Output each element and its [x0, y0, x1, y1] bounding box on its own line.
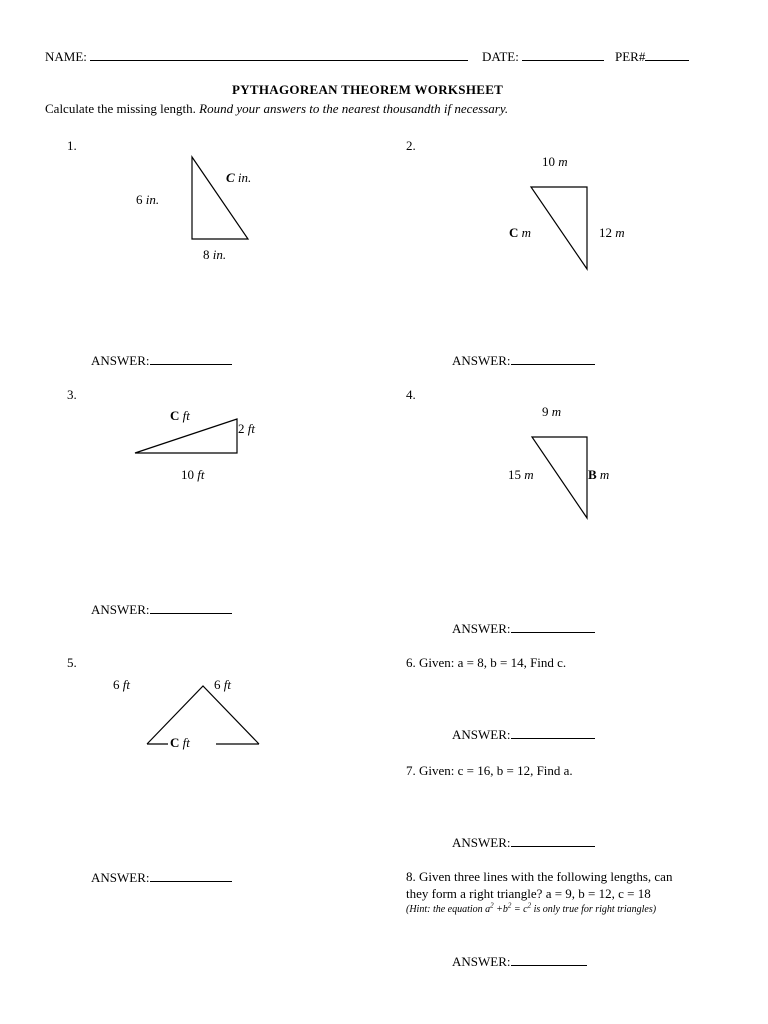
problem-2-hyp-label: C m: [509, 225, 532, 240]
problem-5-left-label: 6 ft: [113, 677, 130, 692]
instructions-plain: Calculate the missing length.: [45, 101, 196, 116]
problem-2-answer: ANSWER:: [452, 352, 595, 369]
problem-3-leg-b-label: 10 ft: [181, 467, 205, 482]
problem-5-right-label: 6 ft: [214, 677, 231, 692]
problem-7-answer: ANSWER:: [452, 834, 595, 851]
problem-2-right-label: 12 m: [599, 225, 625, 240]
problem-3-answer: ANSWER:: [91, 601, 232, 618]
problem-1-leg-b-label: 8 in.: [203, 247, 227, 262]
problem-5-base-label: C ft: [170, 735, 190, 750]
problem-4-hyp-label: 15 m: [508, 467, 534, 482]
problem-2-top-label: 10 m: [542, 154, 568, 169]
problem-1-answer: ANSWER:: [91, 352, 232, 369]
problem-6-text: 6. Given: a = 8, b = 14, Find c.: [406, 655, 567, 670]
problem-4-top-label: 9 m: [542, 404, 562, 419]
problem-1-leg-a-label: 6 in.: [136, 192, 160, 207]
problem-6-answer: ANSWER:: [452, 726, 595, 743]
problem-3-number: 3.: [67, 387, 77, 402]
problem-1-number: 1.: [67, 138, 77, 153]
problem-4-answer: ANSWER:: [452, 620, 595, 637]
problem-8-text-line1: 8. Given three lines with the following lengths, can: [406, 869, 673, 884]
problem-3-hyp-label: C ft: [170, 408, 190, 423]
problem-2-number: 2.: [406, 138, 416, 153]
answer-field-8[interactable]: [511, 953, 587, 966]
problem-4-number: 4.: [406, 387, 416, 402]
problem-8-text-line2: they form a right triangle? a = 9, b = 12, c = 18: [406, 886, 651, 901]
date-label: DATE:: [482, 48, 604, 65]
problem-5-number: 5.: [67, 655, 77, 670]
answer-field-5[interactable]: [150, 869, 232, 882]
name-label: NAME:: [45, 48, 468, 65]
period-label: PER#: [615, 48, 689, 65]
problem-1-hyp-label: C in.: [226, 170, 252, 185]
problem-8-answer: ANSWER:: [452, 953, 587, 970]
problem-5-answer: ANSWER:: [91, 869, 232, 886]
problem-8-hint: (Hint: the equation $a^2 +b^2 = c^2$ is only true for right triangles): [406, 901, 657, 915]
answer-field-7[interactable]: [511, 834, 595, 847]
problem-4-leg-label: B m: [588, 467, 610, 482]
problem-7-text: 7. Given: c = 16, b = 12, Find a.: [406, 763, 573, 778]
worksheet-title: PYTHAGOREAN THEOREM WORKSHEET: [232, 82, 504, 97]
answer-field-6[interactable]: [511, 726, 595, 739]
problem-3-leg-a-label: 2 ft: [238, 421, 255, 436]
instructions-italic: Round your answers to the nearest thousandth if necessary.: [199, 101, 509, 116]
